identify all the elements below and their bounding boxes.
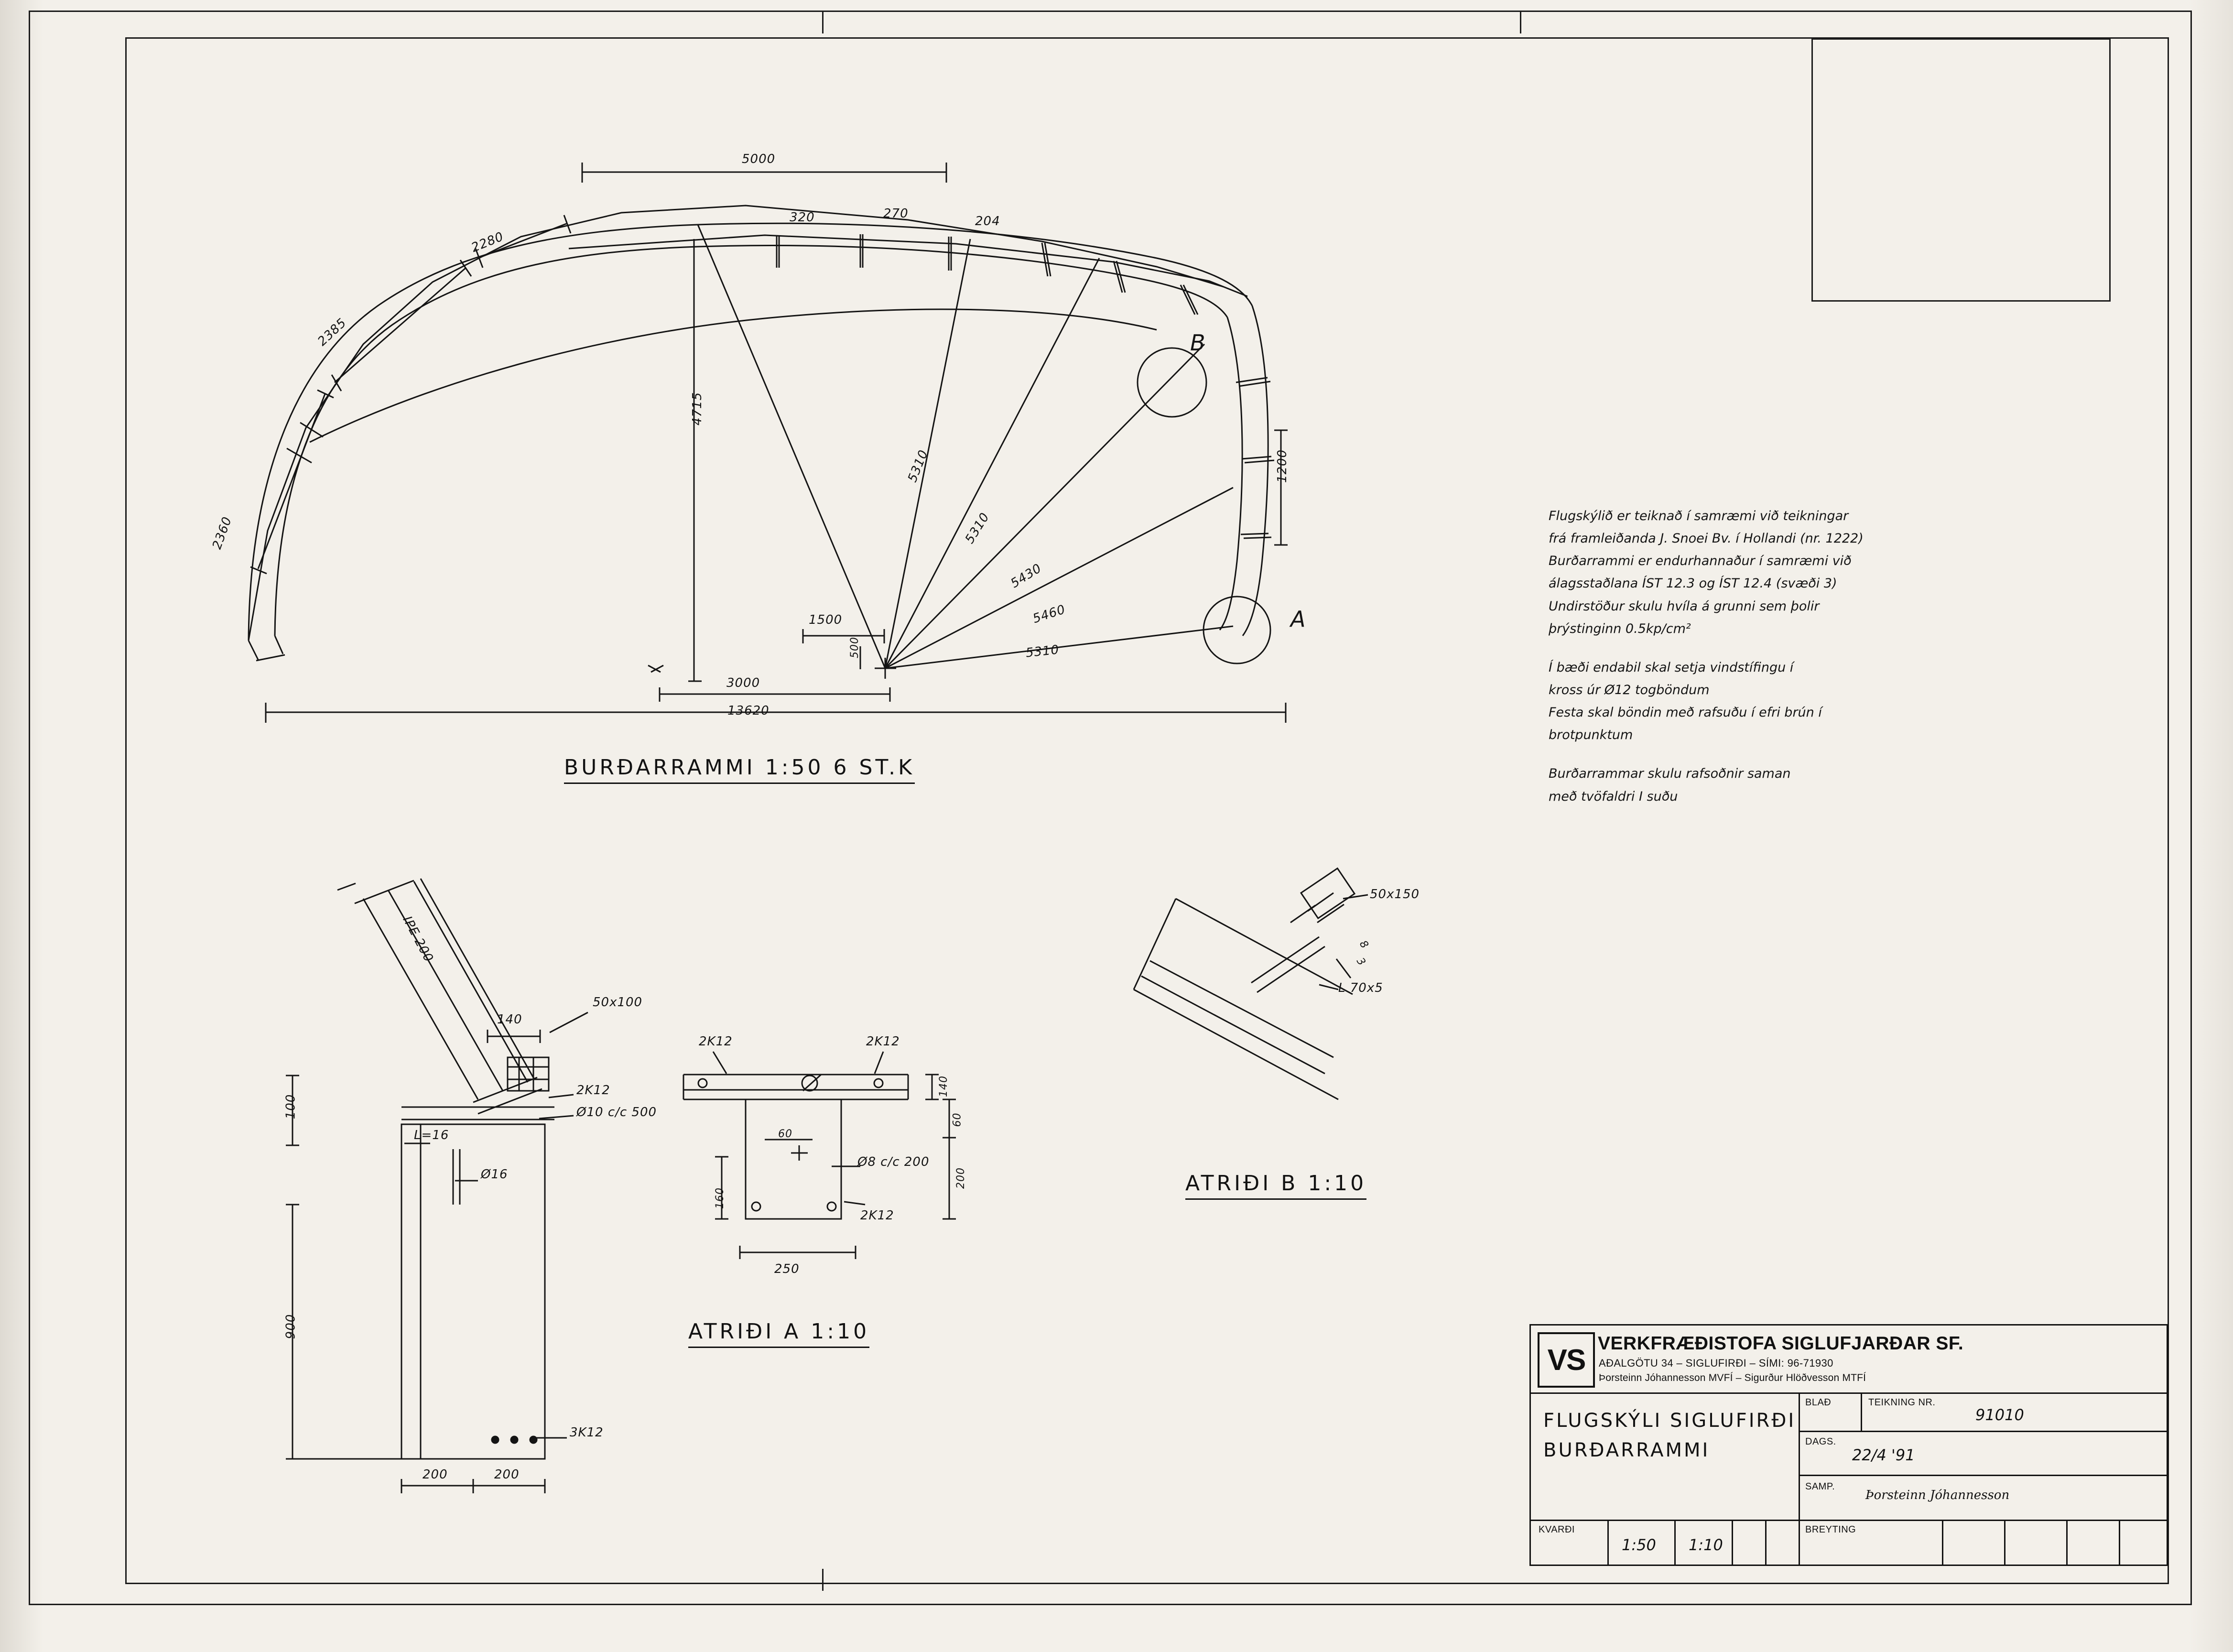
label-3k12: 3K12 <box>570 1425 604 1440</box>
dim-radius-5310c: 5310 <box>1025 642 1060 661</box>
company-address: AÐALGÖTU 34 – SIGLUFIRÐI – SÍMI: 96-71930 <box>1599 1357 1833 1369</box>
tb-divider-br4 <box>2119 1520 2120 1565</box>
vs-logo <box>1538 1332 1595 1388</box>
dim-160-plan: 160 <box>714 1187 726 1209</box>
dim-radius-5460: 5460 <box>1031 602 1068 627</box>
label-teikning-nr: TEIKNING NR. <box>1868 1397 1936 1408</box>
dim-2360: 2360 <box>209 514 235 552</box>
dim-3000: 3000 <box>726 676 760 690</box>
tb-divider-main <box>1799 1392 1800 1565</box>
label-breyting: BREYTING <box>1805 1524 1856 1535</box>
label-blad: BLAÐ <box>1805 1397 1832 1408</box>
label-plate-50x150: 50x150 <box>1370 887 1420 902</box>
note-1-1: Flugskýlið er teiknað í samræmi við teikningar <box>1549 509 1849 523</box>
label-2k12-a: 2K12 <box>576 1083 610 1098</box>
label-plate-50x100: 50x100 <box>593 995 643 1010</box>
note-1-4: álagsstaðlana ÍST 12.3 og ÍST 12.4 (svæði 3) <box>1549 576 1837 591</box>
label-samp: SAMP. <box>1805 1481 1835 1492</box>
dim-radius-5310a: 5310 <box>905 447 932 485</box>
value-teikning-nr: 91010 <box>1975 1406 2024 1424</box>
label-2k12-plan-bottom: 2K12 <box>860 1208 894 1223</box>
tb-hline-2 <box>1799 1475 2167 1476</box>
caption-detail-b: ATRIÐI B 1:10 <box>1185 1171 1366 1200</box>
note-1-3: Burðarrammi er endurhannaður í samræmi við <box>1549 554 1852 569</box>
value-dags: 22/4 '91 <box>1852 1446 1915 1464</box>
dim-1200: 1200 <box>1275 449 1290 483</box>
tb-hline-3 <box>1531 1520 2167 1521</box>
dim-500: 500 <box>849 637 861 658</box>
dim-140: 140 <box>497 1012 522 1027</box>
tb-divider-kvardi <box>1607 1520 1609 1565</box>
dim-1500: 1500 <box>809 613 843 627</box>
dim-13620: 13620 <box>727 704 770 718</box>
note-1-5: Undirstöður skulu hvíla á grunni sem þolir <box>1549 598 1820 614</box>
value-samp-signature: Þorsteinn Jóhannesson <box>1865 1488 2010 1502</box>
title-block-body <box>1531 1392 2167 1565</box>
label-thickness-8: 8 <box>1356 938 1371 951</box>
dim-200-right: 200 <box>494 1467 520 1482</box>
note-2-3: Festa skal böndin með rafsuðu í efri brún í <box>1549 705 1822 720</box>
label-dags: DAGS. <box>1805 1436 1836 1447</box>
label-angle-l70x5: L 70x5 <box>1338 981 1383 995</box>
label-thickness-3: 3 <box>1354 956 1368 968</box>
caption-main-frame: BURÐARRAMMI 1:50 6 ST.K <box>564 755 915 784</box>
label-2k12-plan-left: 2K12 <box>699 1034 733 1049</box>
tb-divider-scale2 <box>1732 1520 1733 1565</box>
label-d16: Ø16 <box>481 1167 508 1182</box>
note-3-2: með tvöfaldri I suðu <box>1549 789 1678 804</box>
label-2k12-plan-right: 2K12 <box>866 1034 900 1049</box>
dim-900: 900 <box>283 1314 298 1339</box>
dim-250-plan: 250 <box>774 1262 800 1276</box>
tb-divider-br3 <box>2066 1520 2068 1565</box>
tb-divider-blank1 <box>1765 1520 1767 1565</box>
dim-plate-270: 270 <box>883 206 909 221</box>
detail-marker-a: A <box>1290 606 1307 632</box>
value-scale-2: 1:10 <box>1689 1536 1723 1554</box>
note-1-2: frá framleiðanda J. Snoei Bv. í Hollandi (nr. 1222) <box>1549 531 1864 546</box>
note-1-6: þrýstinginn 0.5kp/cm² <box>1549 621 1691 636</box>
vs-logo-text: VS <box>1547 1343 1585 1377</box>
detail-marker-b: B <box>1190 330 1207 356</box>
dim-top-span: 5000 <box>742 152 776 166</box>
label-stirrup: Ø8 c/c 200 <box>857 1155 930 1169</box>
label-ipe-200: IPE 200 <box>400 913 436 965</box>
dim-60-right: 60 <box>951 1112 964 1127</box>
dim-height-4715: 4715 <box>690 391 705 426</box>
dim-2385: 2385 <box>315 315 349 349</box>
dim-100: 100 <box>283 1094 298 1119</box>
tb-divider-scale1 <box>1674 1520 1676 1565</box>
tb-hline-1 <box>1799 1431 2167 1432</box>
label-kvardi: KVARÐI <box>1539 1524 1575 1535</box>
note-2-1: Í bæði endabil skal setja vindstífingu í <box>1549 660 1794 675</box>
label-l16: L=16 <box>414 1128 449 1142</box>
company-staff: Þorsteinn Jóhannesson MVFÍ – Sigurður Hlöðvesson MTFÍ <box>1599 1372 1866 1383</box>
value-scale-1: 1:50 <box>1622 1536 1656 1554</box>
tb-divider-blad <box>1861 1392 1862 1431</box>
dim-200-left: 200 <box>423 1467 448 1482</box>
project-title-line2: BURÐARRAMMI <box>1543 1439 1710 1461</box>
title-block-header <box>1531 1326 2167 1394</box>
dim-radius-5310b: 5310 <box>962 510 993 546</box>
dim-2280: 2280 <box>469 229 506 256</box>
dim-plate-320: 320 <box>790 210 815 225</box>
dim-plate-204: 204 <box>975 214 1000 228</box>
title-block <box>1529 1324 2168 1566</box>
tb-divider-br2 <box>2004 1520 2005 1565</box>
dim-140-plan: 140 <box>938 1076 950 1097</box>
dim-200-plan: 200 <box>955 1167 967 1189</box>
tb-divider-br1 <box>1942 1520 1943 1565</box>
dim-60-plan: 60 <box>778 1128 792 1140</box>
label-anchor: Ø10 c/c 500 <box>576 1105 657 1119</box>
note-2-4: brotpunktum <box>1549 728 1633 743</box>
note-2-2: kross úr Ø12 togböndum <box>1549 682 1710 697</box>
company-name: VERKFRÆÐISTOFA SIGLUFJARÐAR SF. <box>1598 1333 1964 1354</box>
note-3-1: Burðarrammar skulu rafsoðnir saman <box>1549 766 1791 782</box>
caption-detail-a: ATRIÐI A 1:10 <box>688 1319 869 1348</box>
project-title-line1: FLUGSKÝLI SIGLUFIRÐI <box>1543 1410 1796 1432</box>
dim-radius-5430: 5430 <box>1008 561 1044 591</box>
